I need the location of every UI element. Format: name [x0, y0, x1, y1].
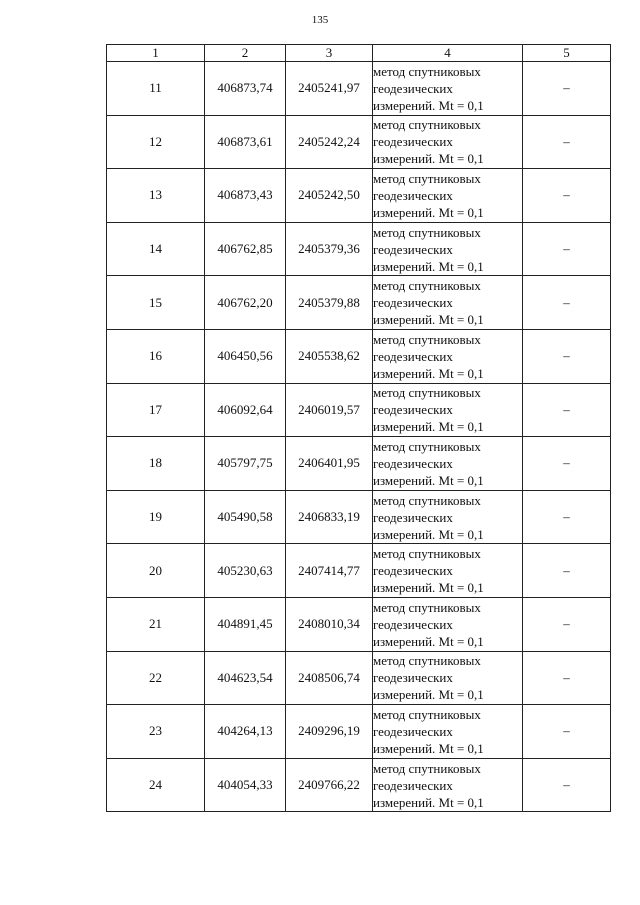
column-header-3: 3: [286, 45, 373, 62]
method-cell: [373, 169, 523, 223]
point-number-cell: 24: [107, 758, 205, 812]
method-line: измерений. Mt = 0,1: [373, 794, 484, 810]
method-line: геодезических: [373, 563, 453, 579]
table-row: [107, 490, 611, 544]
y-coordinate-cell: 2408010,34: [286, 597, 373, 651]
method-line: геодезических: [373, 670, 453, 686]
table-row: [107, 544, 611, 598]
x-coordinate-cell: 405490,58: [205, 490, 286, 544]
note-cell: –: [523, 222, 611, 276]
x-coordinate-cell: 406450,56: [205, 329, 286, 383]
table-row: [107, 329, 611, 383]
note-cell: –: [523, 758, 611, 812]
method-line: метод спутниковых: [373, 63, 481, 79]
method-line: измерений. Mt = 0,1: [373, 419, 484, 435]
method-line: геодезических: [373, 295, 453, 311]
column-header-5: 5: [523, 45, 611, 62]
point-number-cell: 13: [107, 169, 205, 223]
x-coordinate-cell: 406762,85: [205, 222, 286, 276]
table-row: [107, 651, 611, 705]
note-cell: –: [523, 383, 611, 437]
x-coordinate-cell: 404054,33: [205, 758, 286, 812]
page-number: 135: [311, 14, 329, 26]
method-cell: [373, 62, 523, 116]
note-cell: –: [523, 329, 611, 383]
method-line: измерений. Mt = 0,1: [373, 204, 484, 220]
x-coordinate-cell: 404623,54: [205, 651, 286, 705]
note-cell: –: [523, 276, 611, 330]
method-line: метод спутниковых: [373, 599, 481, 615]
point-number-cell: 15: [107, 276, 205, 330]
y-coordinate-cell: 2408506,74: [286, 651, 373, 705]
method-line: измерений. Mt = 0,1: [373, 687, 484, 703]
table-body: [107, 62, 611, 812]
note-cell: –: [523, 115, 611, 169]
method-line: метод спутниковых: [373, 331, 481, 347]
table-row: [107, 276, 611, 330]
x-coordinate-cell: 404891,45: [205, 597, 286, 651]
table-row: [107, 383, 611, 437]
method-line: метод спутниковых: [373, 385, 481, 401]
method-line: метод спутниковых: [373, 224, 481, 240]
method-line: геодезических: [373, 80, 453, 96]
x-coordinate-cell: 406873,43: [205, 169, 286, 223]
method-line: геодезических: [373, 241, 453, 257]
point-number-cell: 23: [107, 705, 205, 759]
point-number-cell: 14: [107, 222, 205, 276]
method-line: геодезических: [373, 134, 453, 150]
table-row: [107, 705, 611, 759]
note-cell: –: [523, 544, 611, 598]
y-coordinate-cell: 2409766,22: [286, 758, 373, 812]
method-line: геодезических: [373, 402, 453, 418]
method-cell: [373, 437, 523, 491]
point-number-cell: 21: [107, 597, 205, 651]
y-coordinate-cell: 2405241,97: [286, 62, 373, 116]
method-line: метод спутниковых: [373, 438, 481, 454]
method-line: метод спутниковых: [373, 653, 481, 669]
note-cell: –: [523, 705, 611, 759]
table-row: [107, 758, 611, 812]
method-line: измерений. Mt = 0,1: [373, 472, 484, 488]
point-number-cell: 11: [107, 62, 205, 116]
x-coordinate-cell: 406873,61: [205, 115, 286, 169]
point-number-cell: 20: [107, 544, 205, 598]
column-header-1: 1: [107, 45, 205, 62]
point-number-cell: 18: [107, 437, 205, 491]
method-line: геодезических: [373, 187, 453, 203]
method-cell: [373, 383, 523, 437]
method-line: измерений. Mt = 0,1: [373, 365, 484, 381]
point-number-cell: 19: [107, 490, 205, 544]
column-header-4: 4: [373, 45, 523, 62]
table-row: [107, 437, 611, 491]
point-number-cell: 22: [107, 651, 205, 705]
method-cell: [373, 597, 523, 651]
note-cell: –: [523, 62, 611, 116]
note-cell: –: [523, 490, 611, 544]
method-line: измерений. Mt = 0,1: [373, 258, 484, 274]
method-cell: [373, 758, 523, 812]
note-cell: –: [523, 651, 611, 705]
point-number-cell: 12: [107, 115, 205, 169]
method-line: измерений. Mt = 0,1: [373, 151, 484, 167]
method-cell: [373, 544, 523, 598]
x-coordinate-cell: 406873,74: [205, 62, 286, 116]
header-row: [107, 45, 611, 62]
method-line: метод спутниковых: [373, 278, 481, 294]
column-header-2: 2: [205, 45, 286, 62]
point-number-cell: 17: [107, 383, 205, 437]
x-coordinate-cell: 406092,64: [205, 383, 286, 437]
note-cell: –: [523, 169, 611, 223]
y-coordinate-cell: 2405538,62: [286, 329, 373, 383]
y-coordinate-cell: 2406401,95: [286, 437, 373, 491]
method-line: измерений. Mt = 0,1: [373, 312, 484, 328]
point-number-cell: 16: [107, 329, 205, 383]
note-cell: –: [523, 597, 611, 651]
method-line: геодезических: [373, 509, 453, 525]
y-coordinate-cell: 2405379,36: [286, 222, 373, 276]
method-cell: [373, 651, 523, 705]
x-coordinate-cell: 406762,20: [205, 276, 286, 330]
method-line: измерений. Mt = 0,1: [373, 526, 484, 542]
method-line: измерений. Mt = 0,1: [373, 633, 484, 649]
method-line: геодезических: [373, 723, 453, 739]
method-cell: [373, 705, 523, 759]
method-cell: [373, 276, 523, 330]
method-line: метод спутниковых: [373, 706, 481, 722]
method-line: геодезических: [373, 348, 453, 364]
method-line: метод спутниковых: [373, 170, 481, 186]
x-coordinate-cell: 405230,63: [205, 544, 286, 598]
y-coordinate-cell: 2405242,50: [286, 169, 373, 223]
table-row: [107, 597, 611, 651]
method-line: геодезических: [373, 455, 453, 471]
method-line: метод спутниковых: [373, 117, 481, 133]
method-line: геодезических: [373, 777, 453, 793]
method-line: измерений. Mt = 0,1: [373, 97, 484, 113]
y-coordinate-cell: 2406833,19: [286, 490, 373, 544]
x-coordinate-cell: 404264,13: [205, 705, 286, 759]
method-line: геодезических: [373, 616, 453, 632]
y-coordinate-cell: 2405379,88: [286, 276, 373, 330]
method-cell: [373, 490, 523, 544]
method-cell: [373, 222, 523, 276]
x-coordinate-cell: 405797,75: [205, 437, 286, 491]
y-coordinate-cell: 2405242,24: [286, 115, 373, 169]
method-line: измерений. Mt = 0,1: [373, 580, 484, 596]
method-cell: [373, 329, 523, 383]
method-line: метод спутниковых: [373, 492, 481, 508]
method-line: метод спутниковых: [373, 546, 481, 562]
y-coordinate-cell: 2409296,19: [286, 705, 373, 759]
note-cell: –: [523, 437, 611, 491]
table-row: [107, 169, 611, 223]
y-coordinate-cell: 2406019,57: [286, 383, 373, 437]
table-row: [107, 222, 611, 276]
table-row: [107, 115, 611, 169]
coordinates-table: [106, 44, 611, 812]
method-line: измерений. Mt = 0,1: [373, 740, 484, 756]
y-coordinate-cell: 2407414,77: [286, 544, 373, 598]
method-cell: [373, 115, 523, 169]
method-line: метод спутниковых: [373, 760, 481, 776]
table-row: [107, 62, 611, 116]
